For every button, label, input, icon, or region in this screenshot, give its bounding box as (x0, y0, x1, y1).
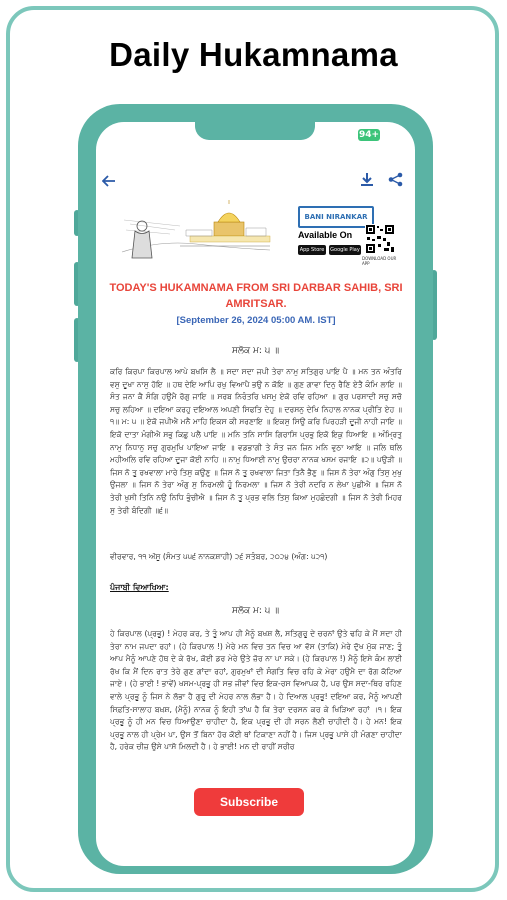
qr-caption: DOWNLOAD OUR APP (362, 256, 397, 266)
app-banner[interactable] (120, 200, 400, 266)
hukamnama-title: TODAY'S HUKAMNAMA FROM SRI DARBAR SAHIB, SRI AMRITSAR. (109, 282, 403, 310)
available-on-label: Available On (298, 230, 353, 240)
salok-heading-2: ਸਲੋਕ ਮ: ੫ ॥ (231, 606, 280, 616)
vyakhya-text: ਹੇ ਕਿਰਪਾਲ (ਪ੍ਰਭੂ) ! ਮੇਹਰ ਕਰ, ਤੇ ਤੂੰ ਆਪ ਹੀ ਮੈਨੂੰ ਬਖਸ਼ ਲੈ, ਸਤਿਗੁਰੂ ਦੇ ਚਰਨਾਂ ਉਤੇ ਢਹਿ ਕੇ ਮੈਂ ਸਦਾ ਹੀ ਤੇਰਾ ਨਾਮ ਜਪਦਾ ਰਹਾਂ। (ਹੇ ਕਿਰਪਾਲ !) ਮੇਰੇ ਮਨ ਵਿਚ ਤਨ ਵਿਚ ਆ ਵੱਸ (ਤਾਕਿ) ਮੇਰੇ ਦੁੱਖ ਮੁੱਕ ਜਾਣ; ਤੂੰ ਆਪ ਮੈਨੂੰ ਆਪਣੇ ਹੱਥ ਦੇ ਕੇ ਰੱਖ, ਕੋਈ ਡਰ ਮੇਰੇ ਉਤੇ ਜ਼ੋਰ ਨਾ ਪਾ ਸਕੇ। (ਹੇ ਕਿਰਪਾਲ !) ਮੈਨੂੰ ਇਸੇ ਕੰਮ ਲਾਈ ਰੱਖ ਕਿ ਮੈਂ ਦਿਨ ਰਾਤ ਤੇਰੇ ਗੁਣ ਗਾਂਦਾ ਰਹਾਂ, ਗੁਰਮੁਖਾਂ ਦੀ ਸੰਗਤਿ ਵਿਚ ਰਹਿ ਕੇ ਮੇਰਾ ਹਉਮੈ ਦਾ ਰੋਗ ਕੱਟਿਆ ਜਾਏ। (ਹੇ ਭਾਈ ! ਭਾਵੇਂ) ਖਸਮ-ਪ੍ਰਭੂ ਹੀ ਸਭ ਜੀਵਾਂ ਵਿਚ ਇਕ-ਰਸ ਵਿਆਪਕ ਹੈ, ਪਰ ਉਸ ਸਦਾ-ਥਿਰ ਰਹਿਣ ਵਾਲੇ ਪ੍ਰਭੂ ਨੂੰ ਜਿਸ ਨੇ ਲੱਭਾ ਹੈ ਗੁਰੂ ਦੀ ਮੇਹਰ ਨਾਲ ਲੱਭਾ ਹੈ। ਹੇ ਦਿਆਲ ਪ੍ਰਭੂ! ਦਇਆ ਕਰ, ਮੈਨੂੰ ਆਪਣੀ ਸਿਫ਼ਤਿ-ਸਾਲਾਹ ਬਖ਼ਸ਼, (ਮੈਨੂੰ) ਨਾਨਕ ਨੂੰ ਇਹੀ ਤਾਂਘ ਹੈ ਕਿ ਤੇਰਾ ਦਰਸਨ ਕਰ ਕੇ ਖਿੜਿਆ ਰਹਾਂ ।੧। ਇਕ ਪ੍ਰਭੂ ਨੂੰ ਹੀ ਮਨ ਵਿਚ ਧਿਆਉਣਾ ਚਾਹੀਦਾ ਹੈ, ਇਕ ਪ੍ਰਭੂ ਦੀ ਹੀ ਸਰਨ ਲੈਣੀ ਚਾਹੀਦੀ ਹੈ। ਹੇ ਮਨ! ਇਕ ਪ੍ਰਭੂ ਨਾਲ ਹੀ ਪ੍ਰੇਮ ਪਾ, ਉਸ ਤੋਂ ਬਿਨਾ ਹੋਰ ਕੋਈ ਥਾਂ ਟਿਕਾਣਾ ਨਹੀਂ ਹੈ। ਜਿਸ ਪ੍ਰਭੂ ਪਾਸੇ ਹੀ ਮੰਗਣਾ ਚਾਹੀਦਾ ਹੈ, ਹਰੇਕ ਚੀਜ਼ ਉਸੇ ਪਾਸੋ ਮਿਲਦੀ ਹੈ। ਹੇ ਭਾਈ! ਮਨ ਦੀ ਰਾਹੀਂ ਸਰੀਰ (110, 629, 402, 752)
battery-indicator: 94+ (358, 130, 380, 140)
headline: Daily Hukamnama (109, 36, 398, 73)
vyakhya-label: ਪੰਜਾਬੀ ਵਿਆਖਿਆ: (110, 583, 169, 592)
phone-notch (195, 122, 315, 140)
share-icon[interactable] (388, 172, 403, 190)
app-toolbar (96, 165, 415, 195)
golden-temple-sketch (120, 200, 272, 262)
download-icon[interactable] (360, 172, 374, 190)
qr-code-icon (365, 224, 395, 254)
app-store-badge[interactable]: App Store (299, 247, 325, 253)
subscribe-button[interactable]: Subscribe (194, 788, 304, 816)
salok-heading-1: ਸਲੋਕ ਮ: ੫ ॥ (231, 346, 280, 356)
back-arrow-icon[interactable] (102, 173, 116, 191)
hukamnama-date: [September 26, 2024 05:00 AM. IST] (176, 315, 336, 326)
app-logo (298, 206, 374, 228)
gurbani-text: ਕਰਿ ਕਿਰਪਾ ਕਿਰਪਾਲ ਆਪੇ ਬਖਸਿ ਲੈ ॥ ਸਦਾ ਸਦਾ ਜਪੀ ਤੇਰਾ ਨਾਮੁ ਸਤਿਗੁਰ ਪਾਇ ਪੈ ॥ ਮਨ ਤਨ ਅੰਤਰਿ ਵਸੁ ਦੂਖਾ ਨਾਸੁ ਹੋਇ ॥ ਹਥ ਦੇਇ ਆਪਿ ਰਖੁ ਵਿਆਪੈ ਭਉ ਨ ਕੋਇ ॥ ਗੁਣ ਗਾਵਾ ਦਿਨੁ ਰੈਣਿ ਏਤੈ ਕੰਮਿ ਲਾਇ ॥ ਸੰਤ ਜਨਾ ਕੈ ਸੰਗਿ ਹਉਮੈ ਰੋਗੁ ਜਾਇ ॥ ਸਰਬ ਨਿਰੰਤਰਿ ਖਸਮੁ ਏਕੋ ਰਵਿ ਰਹਿਆ ॥ ਗੁਰ ਪਰਸਾਦੀ ਸਚੁ ਸਚੋ ਸਚੁ ਲਹਿਆ ॥ ਦਇਆ ਕਰਹੁ ਦਇਆਲ ਅਪਣੀ ਸਿਫਤਿ ਦੇਹੁ ॥ ਦਰਸਨੁ ਦੇਖਿ ਨਿਹਾਲ ਨਾਨਕ ਪ੍ਰੀਤਿ ਏਹ ॥੧॥ ਮ: ੫ ॥ ਏਕੋ ਜਪੀਐ ਮਨੈ ਮਾਹਿ ਇਕਸ ਕੀ ਸਰਣਾਇ ॥ ਇਕਸੁ ਸਿਉ ਕਰਿ ਪਿਰਹੜੀ ਦੂਜੀ ਨਾਹੀ ਜਾਇ ॥ ਇਕੋ ਦਾਤਾ ਮੰਗੀਐ ਸਭੁ ਕਿਛੁ ਪਲੈ ਪਾਇ ॥ ਮਨਿ ਤਨਿ ਸਾਸਿ ਗਿਰਾਸਿ ਪ੍ਰਭੁ ਇਕੋ ਇਕੁ ਧਿਆਇ ॥ ਅੰਮ੍ਰਿਤੁ ਨਾਮੁ ਨਿਧਾਨੁ ਸਚੁ ਗੁਰਮੁਖਿ ਪਾਇਆ ਜਾਇ ॥ ਵਡਭਾਗੀ ਤੇ ਸੰਤ ਜਨ ਜਿਨ ਮਨਿ ਵੁਠਾ ਆਇ ॥ ਜਲਿ ਥਲਿ ਮਹੀਅਲਿ ਰਵਿ ਰਹਿਆ ਦੂਜਾ ਕੋਈ ਨਾਹਿ ॥ ਨਾਮੁ ਧਿਆਈ ਨਾਮੁ ਉਚਰਾ ਨਾਨਕ ਖਸਮ ਰਜਾਇ ॥੨॥ ਪਉੜੀ ॥ ਜਿਸ ਨੋ ਤੂ ਰਖਵਾਲਾ ਮਾਰੇ ਤਿਸੁ ਕਉਣੁ ॥ ਜਿਸ ਨੋ ਤੂ ਰਖਵਾਲਾ ਜਿਤਾ ਤਿਨੈ ਭੈਣੁ ॥ ਜਿਸ ਨੋ ਤੇਰਾ ਅੰਗੁ ਤਿਸੁ ਮੁਖੁ ਉਜਲਾ ॥ ਜਿਸ ਨੋ ਤੇਰਾ ਅੰਗੁ ਸੁ ਨਿਰਮਲੀ ਹੂੰ ਨਿਰਮਲਾ ॥ ਜਿਸ ਨੋ ਤੇਰੀ ਨਦਰਿ ਨ ਲੇਖਾ ਪੁਛੀਐ ॥ ਜਿਸ ਨੋ ਤੇਰੀ ਖੁਸੀ ਤਿਨਿ ਨਉ ਨਿਧਿ ਭੁੰਚੀਐ ॥ ਜਿਸ ਨੋ ਤੂ ਪ੍ਰਭ ਵਲਿ ਤਿਸੁ ਕਿਆ ਮੁਹਛੰਦਗੀ ॥ ਜਿਸ ਨੋ ਤੇਰੀ ਮਿਹਰ ਸੁ ਤੇਰੀ ਬੰਦਿਗੀ ॥੬॥ (110, 367, 402, 515)
google-play-badge[interactable]: Google Play (330, 247, 360, 253)
hukamnama-meta: ਵੀਰਵਾਰ, ੧੧ ਅੱਸੂ (ਸੰਮਤ ੫੫੬ ਨਾਨਕਸ਼ਾਹੀ) ੨੬ ਸਤੰਬਰ, ੨੦੨੪ (ਅੰਗ: ੫੨੧) (110, 552, 328, 561)
app-name: BANI NIRANKAR (304, 213, 368, 221)
